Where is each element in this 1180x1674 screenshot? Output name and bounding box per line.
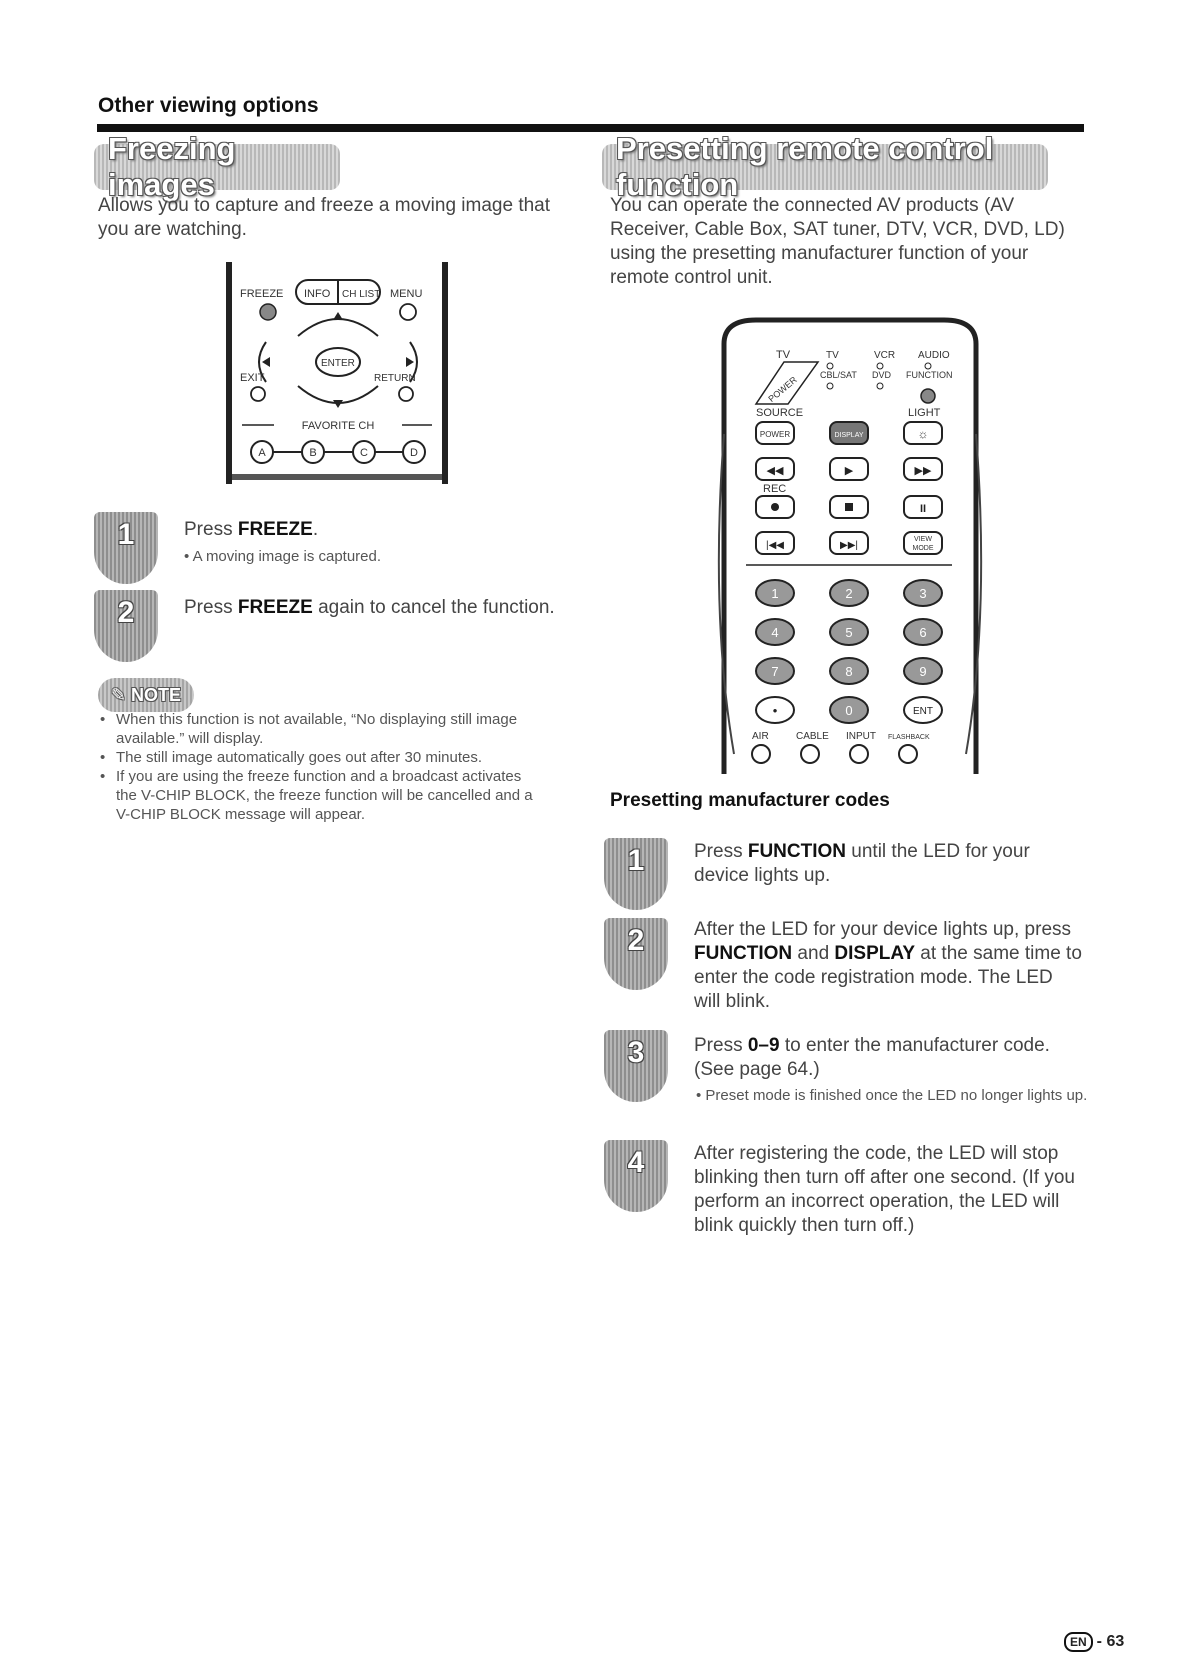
up-arrow-icon[interactable] bbox=[333, 312, 343, 320]
dot-label: • bbox=[772, 703, 778, 718]
stop-icon bbox=[845, 503, 853, 511]
vcr-label: VCR bbox=[874, 350, 896, 361]
step-keyword: FREEZE bbox=[237, 597, 313, 618]
note-list bbox=[100, 710, 540, 824]
step-text-part: at the same time to enter the code registration mode. The LED will blink. bbox=[694, 943, 1082, 1012]
page-number-text: - 63 bbox=[1096, 1633, 1125, 1650]
preset-step-2-badge bbox=[604, 918, 668, 990]
lang-badge: EN bbox=[1064, 1632, 1093, 1652]
digit-4-label: 4 bbox=[771, 625, 779, 640]
freeze-remote-illustration bbox=[226, 262, 450, 488]
page-number bbox=[1064, 1632, 1124, 1652]
function-label: FUNCTION bbox=[906, 370, 953, 380]
input-label: INPUT bbox=[846, 731, 876, 742]
ent-label: ENT bbox=[913, 706, 933, 717]
step-text-part: and bbox=[792, 943, 835, 964]
source-label: SOURCE bbox=[756, 407, 804, 419]
step-keyword: FUNCTION bbox=[747, 841, 847, 862]
rec-label: REC bbox=[763, 483, 787, 495]
freeze-label: FREEZE bbox=[240, 288, 284, 300]
step-keyword: FUNCTION bbox=[694, 943, 793, 964]
play-icon: ▶ bbox=[844, 465, 854, 477]
display-label: DISPLAY bbox=[834, 432, 864, 439]
step-text-part: After registering the code, the LED will stop blinking then turn off after one second. (If you perform an incorrect operation, the LED will blink quickly then turn off.) bbox=[694, 1143, 1075, 1236]
led-tv-cbl bbox=[827, 363, 833, 369]
page-section-title: Other viewing options bbox=[98, 94, 319, 117]
audio-label: AUDIO bbox=[918, 350, 950, 361]
fav-c-label: C bbox=[360, 447, 368, 459]
note-item: • If you are using the freeze function and a broadcast activates the V-CHIP BLOCK, the freeze function will be cancelled and a V-CHIP BLOCK message will appear. bbox=[100, 767, 540, 824]
light-label: LIGHT bbox=[908, 407, 941, 419]
step-text-part: After the LED for your device lights up, press bbox=[694, 919, 1072, 940]
led-vcr bbox=[877, 363, 883, 369]
light-icon: ☼ bbox=[917, 427, 929, 441]
digit-1-label: 1 bbox=[771, 586, 779, 601]
left-arrow-icon[interactable] bbox=[262, 357, 270, 367]
preset-step-4-number: 4 bbox=[627, 1146, 645, 1179]
view-mode-label-2: MODE bbox=[912, 545, 934, 552]
freeze-step-1-number: 1 bbox=[117, 518, 135, 551]
cbl-sat-label: CBL/SAT bbox=[820, 370, 857, 380]
step-text-part: Press bbox=[184, 597, 238, 618]
led-dvd bbox=[877, 383, 883, 389]
fav-d-label: D bbox=[410, 447, 418, 459]
enter-label: ENTER bbox=[321, 358, 355, 369]
step-text-part: Press bbox=[694, 1035, 748, 1056]
cable-button[interactable] bbox=[801, 745, 819, 763]
dvd-label: DVD bbox=[872, 370, 892, 380]
freeze-banner bbox=[94, 131, 340, 202]
air-label: AIR bbox=[752, 731, 769, 742]
freeze-step-2-number: 2 bbox=[117, 596, 135, 629]
return-button[interactable] bbox=[399, 387, 413, 401]
preset-step-1-number: 1 bbox=[627, 844, 645, 877]
preset-step-4-text bbox=[694, 1142, 1086, 1238]
note-label: ✎ NOTE bbox=[110, 684, 182, 705]
menu-button[interactable] bbox=[400, 304, 416, 320]
preset-banner bbox=[602, 131, 1048, 202]
rewind-icon: ◀◀ bbox=[766, 465, 784, 477]
exit-button[interactable] bbox=[251, 387, 265, 401]
down-arrow-icon[interactable] bbox=[333, 400, 343, 408]
note-label-text: NOTE bbox=[131, 684, 182, 705]
freeze-intro: Allows you to capture and freeze a moving image that you are watching. bbox=[98, 195, 551, 240]
fav-b-label: B bbox=[309, 447, 317, 459]
favorite-ch-label: FAVORITE CH bbox=[301, 420, 375, 432]
digit-6-label: 6 bbox=[919, 625, 927, 640]
skip-forward-icon: ▶▶| bbox=[840, 540, 858, 551]
freeze-step-1-bullet: • A moving image is captured. bbox=[184, 548, 382, 565]
step-text-part: again to cancel the function. bbox=[312, 597, 555, 618]
flashback-button[interactable] bbox=[899, 745, 917, 763]
freeze-step-1-badge bbox=[94, 512, 158, 584]
info-label: INFO bbox=[304, 288, 331, 300]
digit-3-label: 3 bbox=[919, 586, 927, 601]
power-key-label: POWER bbox=[766, 374, 799, 405]
preset-step-1-text bbox=[694, 840, 1074, 888]
led-audio bbox=[925, 363, 931, 369]
step-keyword: 0–9 bbox=[747, 1035, 780, 1056]
preset-step-4-badge bbox=[604, 1140, 668, 1212]
tv-2-label: TV bbox=[826, 350, 839, 361]
tv-label: TV bbox=[776, 349, 791, 361]
step-text-part: Press bbox=[184, 519, 238, 540]
note-item: • When this function is not available, “No displaying still image available.” will display. bbox=[100, 710, 540, 748]
freeze-step-1-text bbox=[184, 518, 574, 542]
flashback-label: FLASHBACK bbox=[888, 734, 930, 741]
digit-7-label: 7 bbox=[771, 664, 779, 679]
preset-step-3-bullet: • Preset mode is finished once the LED no longer lights up. bbox=[696, 1087, 1088, 1104]
digit-0-label: 0 bbox=[845, 703, 853, 718]
preset-step-2-number: 2 bbox=[627, 924, 645, 957]
note-badge bbox=[98, 678, 194, 712]
preset-step-1-badge bbox=[604, 838, 668, 910]
led-cbl-sat bbox=[827, 383, 833, 389]
preset-banner-title: Presetting remote control function bbox=[616, 131, 994, 202]
preset-step-3-text bbox=[694, 1034, 1074, 1082]
rec-icon bbox=[771, 503, 779, 511]
note-item: • The still image automatically goes out after 30 minutes. bbox=[100, 748, 540, 767]
fast-forward-icon: ▶▶ bbox=[914, 465, 932, 477]
view-mode-label-1: VIEW bbox=[914, 536, 932, 543]
step-text-part: until the LED for your device lights up. bbox=[694, 841, 1030, 886]
digit-8-label: 8 bbox=[845, 664, 853, 679]
preset-intro: You can operate the connected AV products (AV Receiver, Cable Box, SAT tuner, DTV, VCR, DVD, LD) using the presetting manufacturer function of your remote control unit. bbox=[610, 195, 1065, 288]
source-power-label: POWER bbox=[759, 430, 791, 439]
step-text-part: to enter the manufacturer code. (See page 64.) bbox=[694, 1035, 1050, 1080]
digit-5-label: 5 bbox=[845, 625, 853, 640]
preset-step-3-number: 3 bbox=[627, 1036, 645, 1069]
return-label: RETURN bbox=[374, 373, 416, 384]
preset-step-3-badge bbox=[604, 1030, 668, 1102]
step-text-part: Press bbox=[694, 841, 748, 862]
preset-subheading: Presetting manufacturer codes bbox=[610, 790, 890, 811]
skip-back-icon: |◀◀ bbox=[766, 540, 784, 551]
fav-a-label: A bbox=[258, 447, 266, 459]
cable-label: CABLE bbox=[796, 731, 829, 742]
bullet-text: Preset mode is finished once the LED no longer lights up. bbox=[705, 1087, 1088, 1104]
input-button[interactable] bbox=[850, 745, 868, 763]
freeze-banner-title: Freezing images bbox=[108, 131, 236, 202]
freeze-step-2-text bbox=[184, 596, 584, 620]
preset-step-2-text bbox=[694, 918, 1084, 1014]
function-button[interactable] bbox=[921, 389, 935, 403]
ch-list-label: CH LIST bbox=[342, 289, 381, 300]
bullet-text: A moving image is captured. bbox=[192, 548, 382, 565]
number-pad bbox=[756, 580, 942, 723]
step-keyword: DISPLAY bbox=[834, 943, 916, 964]
air-button[interactable] bbox=[752, 745, 770, 763]
preset-remote-illustration bbox=[716, 314, 984, 774]
digit-2-label: 2 bbox=[845, 586, 853, 601]
exit-label: EXIT bbox=[240, 372, 265, 384]
pause-icon: II bbox=[919, 503, 927, 515]
digit-9-label: 9 bbox=[919, 664, 927, 679]
step-text-part: . bbox=[312, 519, 319, 540]
freeze-step-2-badge bbox=[94, 590, 158, 662]
freeze-button[interactable] bbox=[260, 304, 276, 320]
right-arrow-icon[interactable] bbox=[406, 357, 414, 367]
menu-label: MENU bbox=[390, 288, 423, 300]
step-keyword: FREEZE bbox=[237, 519, 313, 540]
